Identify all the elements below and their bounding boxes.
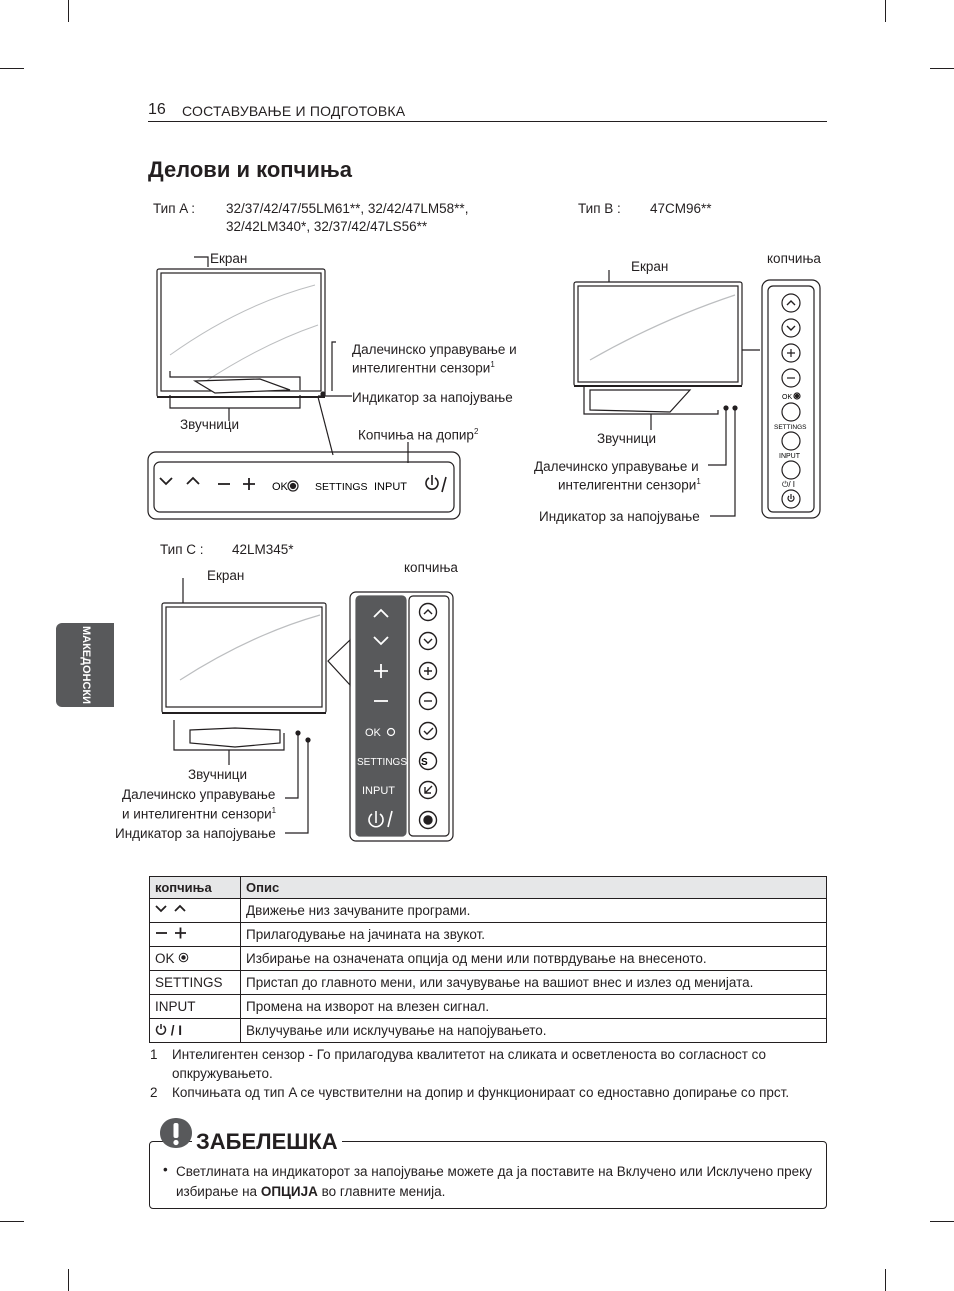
table-key-cell: INPUT (150, 995, 241, 1019)
footnote-1-num: 1 (150, 1047, 158, 1062)
type-a-label: Тип A : (153, 201, 196, 216)
crop-mark (885, 0, 886, 22)
type-c-screen-label: Екран (207, 568, 245, 583)
note-text: Светлината на индикаторот за напојување можете да ја поставите на Вклучено или Исклучено преку избирање на ОПЦИЈА во главните менија. (176, 1164, 812, 1199)
header-rule (148, 121, 827, 122)
type-c-sensor-2: и интелигентни сензори$^1$ (122, 806, 277, 822)
type-c-buttons-label: копчиња (404, 560, 458, 575)
type-b-sensor-2: интелигентни сензори$^1$ (558, 477, 701, 493)
footnote-2-num: 2 (150, 1085, 158, 1100)
footnote-1-line2: опкружувањето. (172, 1066, 273, 1081)
table-desc-cell: Движење низ зачуваните програми. (241, 899, 827, 923)
type-a-sensor-1: Далечинско управување и (352, 342, 517, 357)
type-a-power-indicator: Индикатор за напојување (352, 390, 513, 405)
type-b-speakers: Звучници (597, 431, 657, 446)
type-b-label: Тип B : (578, 201, 621, 216)
type-c-label: Тип C : (160, 542, 204, 557)
table-desc-cell: Пристап до главното мени, или зачувување на вашиот внес и излез од менијата. (241, 971, 827, 995)
type-b-power-indicator: Индикатор за напојување (539, 509, 700, 524)
panel-b-settings: SETTINGS (774, 424, 807, 431)
panel-b-ok: OK (782, 394, 793, 401)
type-a-sensor-2: интелигентни сензори$^1$ (352, 360, 495, 376)
table-row (150, 971, 827, 995)
type-c-power-indicator: Индикатор за напојување (115, 826, 276, 841)
crop-mark (68, 0, 69, 22)
table-key-cell: SETTINGS (150, 971, 241, 995)
panel-c-input: INPUT (362, 785, 395, 797)
crop-mark (68, 1269, 69, 1291)
table-row (150, 899, 827, 923)
crop-mark (930, 1221, 954, 1222)
crop-mark (0, 1221, 24, 1222)
buttons-table (149, 876, 827, 1043)
type-b-model: 47CM96** (650, 201, 712, 216)
table-desc-cell: Избирање на означената опција од мени или потврдување на внесеното. (241, 947, 827, 971)
type-c-model: 42LM345* (232, 542, 294, 557)
table-desc-cell: Промена на изворот на влезен сигнал. (241, 995, 827, 1019)
type-a-models-1: 32/37/42/47/55LM61**, 32/42/47LM58**, (226, 201, 469, 216)
down-up-arrows-icon (155, 903, 189, 915)
table-header-buttons: копчиња (150, 877, 241, 899)
panel-a-input: INPUT (374, 481, 407, 493)
exclamation-icon (158, 1117, 194, 1149)
type-a-touch-buttons: Копчиња на допир$^2$ (358, 427, 479, 443)
table-key-cell (150, 923, 241, 947)
table-key-cell: / I (150, 1019, 241, 1043)
type-a-models-2: 32/42LM340*, 32/37/42/47LS56** (226, 219, 428, 234)
table-row (150, 947, 827, 971)
type-b-sensor-1: Далечинско управување и (534, 459, 699, 474)
type-c-diagram (150, 565, 460, 845)
table-desc-cell: Прилагодување на јачината на звукот. (241, 923, 827, 947)
footnote-1-line1: Интелигентен сензор - Го прилагодува квалитетот на сликата и осветленоста во согласност со (172, 1047, 767, 1062)
table-row (150, 995, 827, 1019)
ok-dot-icon (178, 952, 189, 963)
panel-a-settings: SETTINGS (315, 481, 368, 493)
type-c-sensor-1: Далечинско управување (122, 787, 276, 802)
panel-b-power-label: ⏻/ I (782, 480, 795, 489)
page-number: 16 (148, 101, 166, 118)
crop-mark (930, 68, 954, 69)
table-row (150, 1019, 827, 1043)
settings-s-icon: S (421, 757, 428, 768)
table-header-description: Опис (241, 877, 827, 899)
type-a-speakers: Звучници (180, 417, 240, 432)
table-header-row (150, 877, 827, 899)
type-c-speakers: Звучници (188, 767, 248, 782)
language-tab-label: МАКЕДОНСКИ (80, 625, 92, 705)
section-title: СОСТАВУВАЊЕ И ПОДГОТОВКА (182, 103, 406, 119)
table-key-cell (150, 899, 241, 923)
table-row (150, 923, 827, 947)
panel-a-ok: OK (272, 481, 288, 493)
note-bullet: • (163, 1162, 168, 1177)
panel-c-settings: SETTINGS (357, 757, 408, 768)
crop-mark (885, 1269, 886, 1291)
type-a-diagram (140, 245, 540, 525)
page-title: Делови и копчиња (148, 157, 353, 182)
power-icon (155, 1023, 167, 1035)
panel-c-ok: OK (365, 727, 381, 739)
note-title: ЗАБЕЛЕШКА (192, 1129, 342, 1155)
minus-plus-icon (155, 927, 189, 939)
panel-b-input: INPUT (779, 453, 800, 460)
table-desc-cell: Вклучување или исклучување на напојувањето. (241, 1019, 827, 1043)
table-key-cell: OK (150, 947, 241, 971)
type-a-screen-label: Екран (210, 251, 248, 266)
type-b-buttons-label: копчиња (767, 251, 821, 266)
footnote-2-line1: Копчињата од тип A се чувствителни на допир и функционираат со едноставно допирање со прст. (172, 1085, 790, 1100)
crop-mark (0, 68, 24, 69)
type-b-screen-label: Екран (631, 259, 669, 274)
